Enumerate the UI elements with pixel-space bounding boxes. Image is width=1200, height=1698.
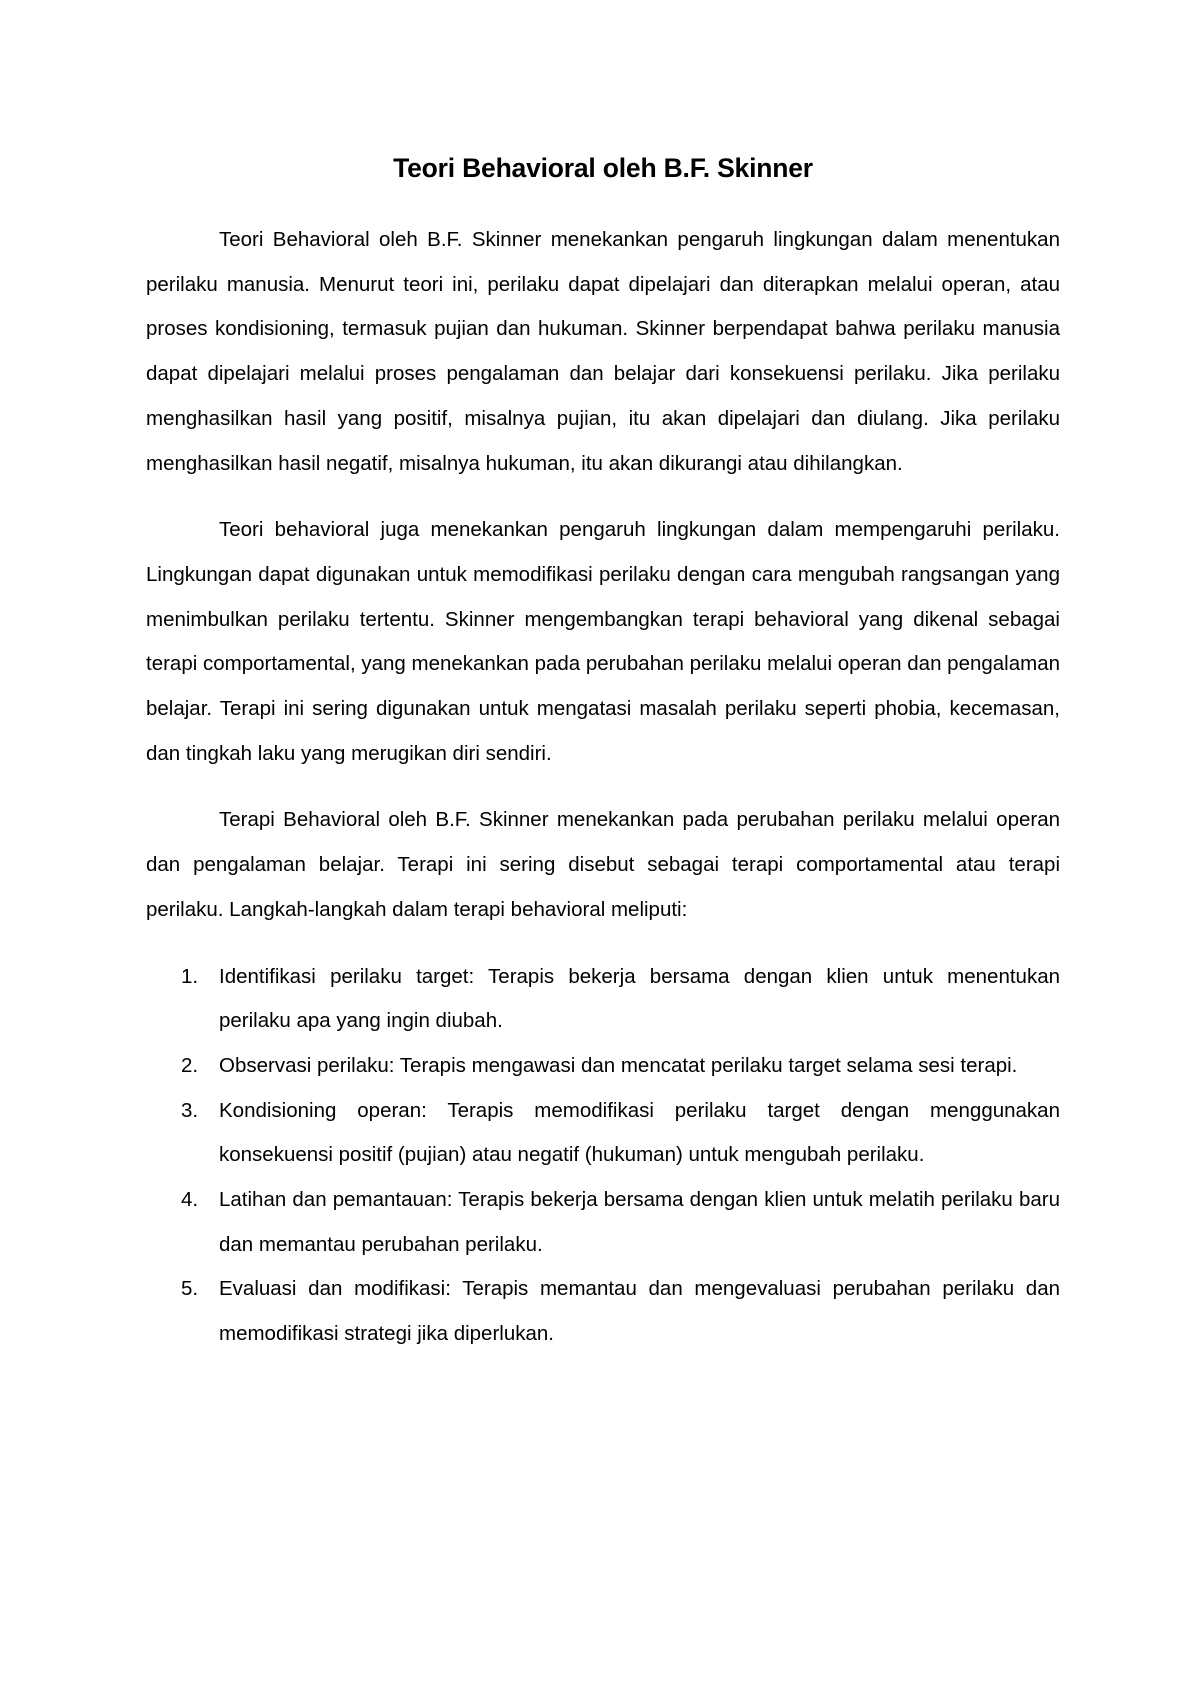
- list-item: [146, 1178, 1060, 1267]
- list-item-number: 1.: [181, 964, 199, 988]
- list-item-text: Evaluasi dan modifikasi: Terapis memantau dan mengevaluasi perubahan perilaku dan memodifikasi strategi jika diperlukan.: [219, 1277, 1060, 1346]
- list-item-number: 5.: [181, 1277, 199, 1301]
- list-item-number: 2.: [181, 1053, 199, 1077]
- list-item: [146, 1044, 1060, 1089]
- list-item: [146, 1089, 1060, 1178]
- list-item: [146, 955, 1060, 1044]
- paragraph-3: Terapi Behavioral oleh B.F. Skinner menekankan pada perubahan perilaku melalui operan dan pengalaman belajar. Terapi ini sering disebut sebagai terapi comportamental atau terapi perilaku. Langkah-langkah dalam terapi behavioral meliputi:: [146, 808, 1060, 921]
- list-item-text: Latihan dan pemantauan: Terapis bekerja bersama dengan klien untuk melatih perilaku baru dan memantau perubahan perilaku.: [219, 1188, 1060, 1256]
- paragraph-1: Teori Behavioral oleh B.F. Skinner menekankan pengaruh lingkungan dalam menentukan perilaku manusia. Menurut teori ini, perilaku dapat dipelajari dan diterapkan melalui operan, atau proses kondisioning, termasuk pujian dan hukuman. Skinner berpendapat bahwa perilaku manusia dapat dipelajari melalui proses pengalaman dan belajar dari konsekuensi perilaku. Jika perilaku menghasilkan hasil yang positif, misalnya pujian, itu akan dipelajari dan diulang. Jika perilaku menghasilkan hasil negatif, misalnya hukuman, itu akan dikurangi atau dihilangkan.: [146, 228, 1060, 475]
- therapy-steps-list: [146, 955, 1060, 1357]
- list-item-text: Kondisioning operan: Terapis memodifikasi perilaku target dengan menggunakan konsekuensi positif (pujian) atau negatif (hukuman) untuk mengubah perilaku.: [219, 1098, 1060, 1167]
- list-item: [146, 1267, 1060, 1356]
- list-item-text: Observasi perilaku: Terapis mengawasi dan mencatat perilaku target selama sesi terapi.: [219, 1053, 1018, 1077]
- list-item-text: Identifikasi perilaku target: Terapis bekerja bersama dengan klien untuk menentukan perilaku apa yang ingin diubah.: [219, 964, 1060, 1033]
- document-body: [146, 148, 1060, 1357]
- document-title: Teori Behavioral oleh B.F. Skinner: [393, 153, 813, 183]
- list-item-number: 4.: [181, 1188, 199, 1212]
- list-item-number: 3.: [181, 1098, 199, 1122]
- paragraph-2: Teori behavioral juga menekankan pengaruh lingkungan dalam mempengaruhi perilaku. Lingkungan dapat digunakan untuk memodifikasi perilaku dengan cara mengubah rangsangan yang menimbulkan perilaku tertentu. Skinner mengembangkan terapi behavioral yang dikenal sebagai terapi comportamental, yang menekankan pada perubahan perilaku melalui operan dan pengalaman belajar. Terapi ini sering digunakan untuk mengatasi masalah perilaku seperti phobia, kecemasan, dan tingkah laku yang merugikan diri sendiri.: [146, 518, 1061, 765]
